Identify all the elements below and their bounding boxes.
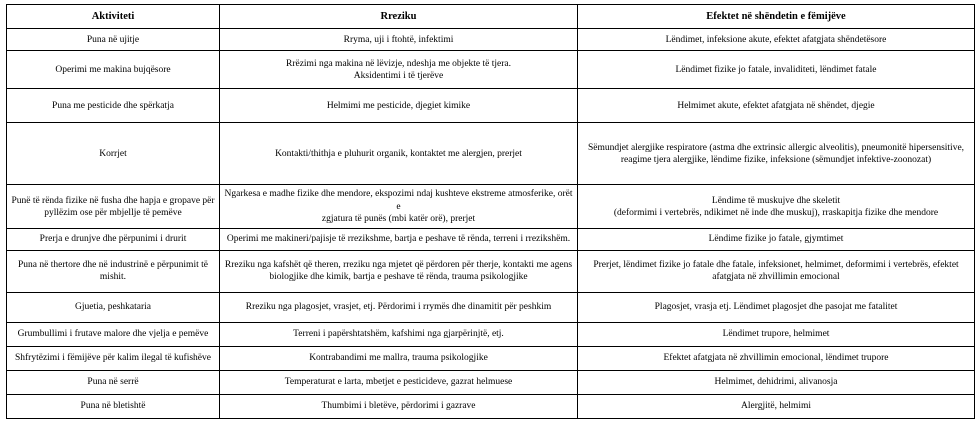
cell-risk-text bbox=[224, 34, 573, 46]
table-row bbox=[7, 29, 975, 51]
cell-effect-text bbox=[582, 259, 970, 283]
cell-activity-text bbox=[11, 328, 215, 340]
column-header-activity: Aktiviteti bbox=[7, 5, 220, 29]
cell-effect-text bbox=[582, 301, 970, 313]
table-row bbox=[7, 370, 975, 394]
cell-risk bbox=[220, 89, 578, 123]
cell-effect-text bbox=[582, 328, 970, 340]
text-line: Puna në ujitje bbox=[86, 34, 140, 45]
text-line: Sëmundjet alergjike respiratore (astma dhe extrinsic allergic alveolitis), pneumonitë hipersensitive, bbox=[587, 142, 965, 153]
cell-effect bbox=[578, 292, 975, 322]
cell-activity bbox=[7, 346, 220, 370]
text-line: Puna në bletishtë bbox=[80, 401, 146, 412]
cell-activity bbox=[7, 185, 220, 228]
cell-activity-text bbox=[11, 352, 215, 364]
cell-activity bbox=[7, 29, 220, 51]
cell-effect-text bbox=[582, 400, 970, 412]
cell-activity-text bbox=[11, 148, 215, 160]
text-line: Rryma, uji i ftohtë, infektimi bbox=[343, 34, 454, 45]
column-header-risk: Rreziku bbox=[220, 5, 578, 29]
cell-effect-text bbox=[582, 195, 970, 219]
cell-risk bbox=[220, 250, 578, 292]
cell-risk bbox=[220, 370, 578, 394]
cell-risk-text bbox=[224, 328, 573, 340]
cell-activity-text bbox=[11, 400, 215, 412]
cell-effect bbox=[578, 346, 975, 370]
text-line: mishit. bbox=[99, 272, 127, 283]
text-line: biologjike dhe kimik, bartja e peshave të rënda, trauma psikologjike bbox=[269, 272, 528, 283]
cell-activity-text bbox=[11, 376, 215, 388]
cell-effect-text bbox=[582, 100, 970, 112]
text-line: afatgjata në zhvillimin emocional bbox=[712, 272, 840, 283]
cell-activity bbox=[7, 292, 220, 322]
text-line: Puna me pesticide dhe spërkatja bbox=[52, 100, 174, 111]
text-line: Gjuetia, peshkataria bbox=[75, 302, 151, 313]
text-line: Puna në serrë bbox=[87, 377, 139, 388]
table-row bbox=[7, 228, 975, 250]
text-line: Shfrytëzimi i fëmijëve për kalim ilegal të kufishëve bbox=[14, 353, 211, 364]
text-line: Korrjet bbox=[99, 148, 127, 159]
cell-activity-text bbox=[11, 64, 215, 76]
cell-effect bbox=[578, 89, 975, 123]
text-line: Prerjet, lëndimet fizike jo fatale dhe fatale, infeksionet, helmimet, deformimi i vertebrës, efektet bbox=[593, 260, 959, 271]
text-line: reagime tjera alergjike, lëndime fizike, infeksione (sëmundjet infektive-zoonozat) bbox=[620, 154, 932, 165]
text-line: Puna në thertore dhe në industrinë e përpunimit të bbox=[18, 260, 208, 271]
text-line: Plagosjet, vrasja etj. Lëndimet plagosjet dhe pasojat me fatalitet bbox=[654, 302, 898, 313]
cell-risk-text bbox=[224, 148, 573, 160]
text-line: Efektet afatgjata në zhvillimin emocional, lëndimet trupore bbox=[663, 353, 889, 364]
cell-risk-text bbox=[224, 188, 573, 224]
cell-activity bbox=[7, 228, 220, 250]
text-line: Kontrabandimi me mallra, trauma psikologjike bbox=[309, 353, 488, 364]
cell-activity-text bbox=[11, 195, 215, 219]
cell-activity-text bbox=[11, 34, 215, 46]
cell-activity bbox=[7, 394, 220, 418]
cell-activity bbox=[7, 370, 220, 394]
cell-effect bbox=[578, 29, 975, 51]
cell-activity bbox=[7, 89, 220, 123]
cell-risk-text bbox=[224, 301, 573, 313]
table-row bbox=[7, 346, 975, 370]
text-line: Kontakti/thithja e pluhurit organik, kontaktet me alergjen, prerjet bbox=[275, 148, 522, 159]
cell-activity-text bbox=[11, 233, 215, 245]
cell-activity bbox=[7, 322, 220, 346]
table-row bbox=[7, 123, 975, 185]
cell-effect bbox=[578, 185, 975, 228]
cell-risk bbox=[220, 51, 578, 89]
text-line: Rreziku nga kafshët që theren, rreziku nga mjetet që përdoren për therje, kontakti me agens bbox=[224, 260, 573, 271]
table-row bbox=[7, 292, 975, 322]
text-line: pyllëzim ose për mbjellje të pemëve bbox=[44, 207, 182, 218]
cell-risk bbox=[220, 322, 578, 346]
text-line: Thumbimi i bletëve, përdorimi i gazrave bbox=[321, 401, 476, 412]
text-line: Terreni i papërshtatshëm, kafshimi nga gjarpërinjtë, etj. bbox=[293, 329, 504, 340]
text-line: Lëndime fizike jo fatale, gjymtimet bbox=[708, 234, 844, 245]
cell-risk bbox=[220, 346, 578, 370]
text-line: Helmimi me pesticide, djegiet kimike bbox=[326, 100, 471, 111]
cell-effect bbox=[578, 123, 975, 185]
text-line: (deformimi i vertebrës, ndikimet në inde dhe muskuj), rraskapitja fizike dhe mendore bbox=[613, 207, 939, 218]
cell-risk-text bbox=[224, 100, 573, 112]
text-line: Prerja e drunjve dhe përpunimi i drurit bbox=[39, 234, 187, 245]
text-line: Lëndimet trupore, helmimet bbox=[722, 329, 830, 340]
cell-effect-text bbox=[582, 376, 970, 388]
cell-activity-text bbox=[11, 301, 215, 313]
cell-activity bbox=[7, 51, 220, 89]
text-line: Helmimet akute, efektet afatgjata në shëndet, djegie bbox=[677, 100, 875, 111]
cell-effect-text bbox=[582, 64, 970, 76]
cell-risk-text bbox=[224, 400, 573, 412]
cell-risk bbox=[220, 394, 578, 418]
cell-risk bbox=[220, 185, 578, 228]
table-row bbox=[7, 250, 975, 292]
cell-effect bbox=[578, 370, 975, 394]
cell-effect-text bbox=[582, 233, 970, 245]
table-row bbox=[7, 51, 975, 89]
table-row bbox=[7, 394, 975, 418]
text-line: Rrëzimi nga makina në lëvizje, ndeshja me objekte të tjera. bbox=[285, 58, 511, 69]
cell-effect bbox=[578, 250, 975, 292]
text-line: Grumbullimi i frutave malore dhe vjelja e pemëve bbox=[17, 329, 209, 340]
table-row bbox=[7, 89, 975, 123]
text-line: Punë të rënda fizike në fusha dhe hapja e gropave për bbox=[11, 195, 215, 206]
column-header-effect: Efektet në shëndetin e fëmijëve bbox=[578, 5, 975, 29]
cell-risk-text bbox=[224, 376, 573, 388]
table-header-row bbox=[7, 5, 975, 29]
text-line: Lëndime të muskujve dhe skeletit bbox=[711, 195, 841, 206]
text-line: Helmimet, dehidrimi, alivanosja bbox=[714, 377, 838, 388]
risk-assessment-table bbox=[6, 4, 975, 419]
cell-activity-text bbox=[11, 100, 215, 112]
text-line: Lëndimet, infeksione akute, efektet afatgjata shëndetësore bbox=[665, 34, 887, 45]
text-line: zgjatura të punës (mbi katër orë), prerjet bbox=[321, 213, 476, 224]
cell-activity bbox=[7, 250, 220, 292]
cell-effect bbox=[578, 322, 975, 346]
cell-risk bbox=[220, 29, 578, 51]
text-line: Ngarkesa e madhe fizike dhe mendore, ekspozimi ndaj kushteve ekstreme atmosferike, orët e bbox=[224, 189, 573, 212]
cell-risk-text bbox=[224, 352, 573, 364]
cell-effect bbox=[578, 51, 975, 89]
text-line: Lëndimet fizike jo fatale, invaliditeti, lëndimet fatale bbox=[675, 64, 877, 75]
cell-effect-text bbox=[582, 352, 970, 364]
text-line: Aksidentimi i të tjerëve bbox=[353, 70, 444, 81]
cell-effect bbox=[578, 394, 975, 418]
cell-activity bbox=[7, 123, 220, 185]
cell-risk-text bbox=[224, 233, 573, 245]
table-body bbox=[7, 29, 975, 418]
cell-risk bbox=[220, 292, 578, 322]
cell-risk bbox=[220, 228, 578, 250]
cell-risk bbox=[220, 123, 578, 185]
table-row bbox=[7, 322, 975, 346]
text-line: Rreziku nga plagosjet, vrasjet, etj. Përdorimi i rrymës dhe dinamitit për peshkim bbox=[245, 302, 552, 313]
cell-risk-text bbox=[224, 259, 573, 283]
cell-activity-text bbox=[11, 259, 215, 283]
text-line: Alergjitë, helmimi bbox=[740, 401, 811, 412]
table-header bbox=[7, 5, 975, 29]
text-line: Operimi me makina bujqësore bbox=[55, 64, 171, 75]
text-line: Temperaturat e larta, mbetjet e pesticideve, gazrat helmuese bbox=[284, 377, 513, 388]
cell-risk-text bbox=[224, 58, 573, 82]
table-row bbox=[7, 185, 975, 228]
cell-effect bbox=[578, 228, 975, 250]
text-line: Operimi me makineri/pajisje të rrezikshme, bartja e peshave të rënda, terreni i rrezikshëm. bbox=[226, 234, 571, 245]
cell-effect-text bbox=[582, 34, 970, 46]
cell-effect-text bbox=[582, 142, 970, 166]
